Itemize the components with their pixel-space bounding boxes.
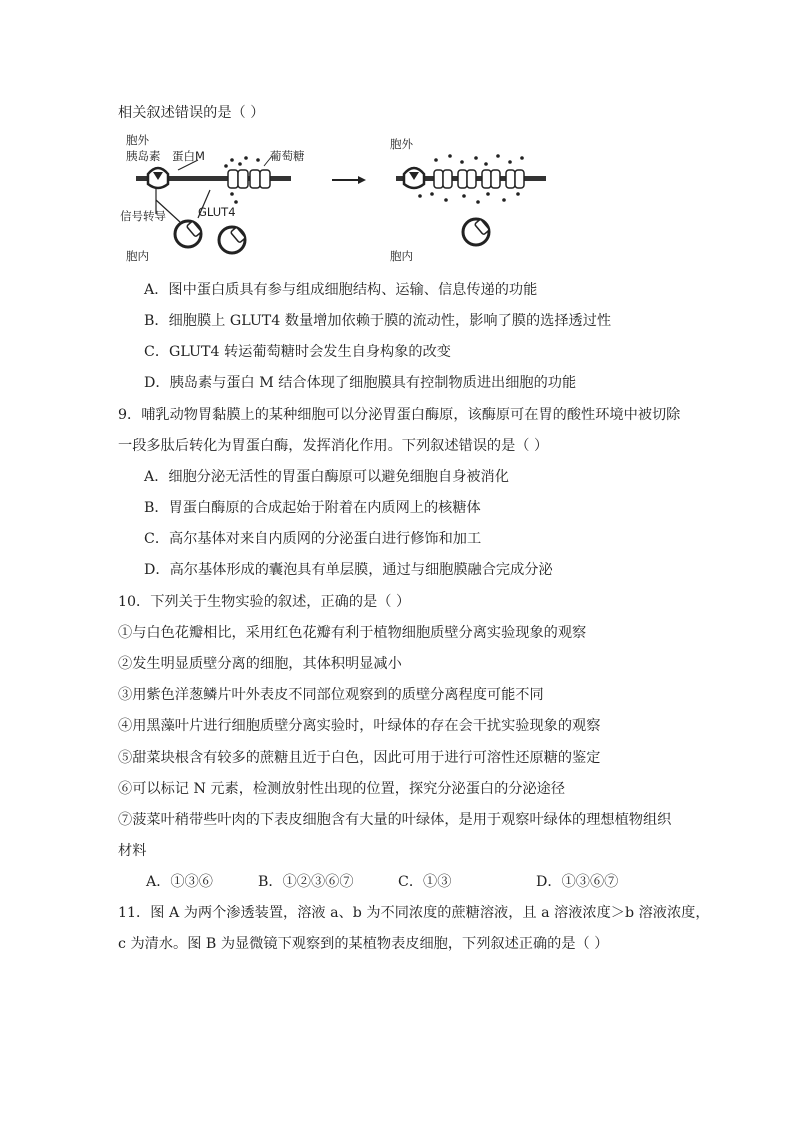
vesicle-glut4 — [186, 221, 201, 237]
q9-stem-line1: 9．哺乳动物胃黏膜上的某种细胞可以分泌胃蛋白酶原，该酶原可在胃的酸性环境中被切除 — [118, 407, 681, 423]
label-left-outside: 胞外 — [126, 133, 149, 147]
q10-item-7-cont: 材料 — [118, 843, 147, 859]
glut4-diagram — [120, 130, 580, 270]
q10-item-1: ①与白色花瓣相比，采用红色花瓣有利于植物细胞质壁分离实验现象的观察 — [118, 625, 587, 641]
glut4-channel — [228, 170, 238, 188]
q10-choice-a: A．①③⑥ — [146, 874, 213, 890]
q11-stem-line1: 11．图 A 为两个渗透装置，溶液 a、b 为不同浓度的蔗糖溶液，且 a 溶液浓度＞b 溶液浓度， — [118, 905, 710, 921]
q9-option-c: C．高尔基体对来自内质网的分泌蛋白进行修饰和加工 — [144, 531, 482, 547]
q8-option-a: A．图中蛋白质具有参与组成细胞结构、运输、信息传递的功能 — [144, 282, 538, 298]
q8-option-c: C．GLUT4 转运葡萄糖时会发生自身构象的改变 — [144, 344, 451, 360]
q9-option-d: D．高尔基体形成的囊泡具有单层膜，通过与细胞膜融合完成分泌 — [144, 562, 553, 578]
q10-item-3: ③用紫色洋葱鳞片叶外表皮不同部位观察到的质壁分离程度可能不同 — [118, 687, 544, 703]
q8-option-d: D．胰岛素与蛋白 M 结合体现了细胞膜具有控制物质进出细胞的功能 — [144, 375, 577, 391]
q9-option-b: B．胃蛋白酶原的合成起始于附着在内质网上的核糖体 — [144, 500, 481, 516]
q10-item-6: ⑥可以标记 N 元素，检测放射性出现的位置，探究分泌蛋白的分泌途径 — [118, 781, 566, 797]
glut4-channel — [250, 170, 260, 188]
q10-item-2: ②发生明显质壁分离的细胞，其体积明显减小 — [118, 656, 402, 672]
q10-item-4: ④用黑藻叶片进行细胞质壁分离实验时，叶绿体的存在会干扰实验现象的观察 — [118, 718, 601, 734]
q8-stem-tail: 相关叙述错误的是（ ） — [118, 105, 265, 121]
transition-arrowhead — [358, 176, 366, 184]
q10-choice-d: D．①③⑥⑦ — [536, 874, 619, 890]
vesicle-glut4-right — [474, 219, 489, 235]
q10-stem: 10．下列关于生物实验的叙述，正确的是（ ） — [118, 594, 411, 610]
q10-choice-b: B．①②③⑥⑦ — [258, 874, 354, 890]
label-glut4: GLUT4 — [198, 205, 236, 219]
q9-stem-line2: 一段多肽后转化为胃蛋白酶，发挥消化作用。下列叙述错误的是（ ） — [118, 438, 549, 454]
glut4-channel — [238, 170, 248, 188]
label-glucose: 葡萄糖 — [270, 149, 305, 163]
q11-stem-line2: c 为清水。图 B 为显微镜下观察到的某植物表皮细胞，下列叙述正确的是（ ） — [118, 936, 609, 952]
label-left-inside: 胞内 — [126, 249, 149, 263]
q9-option-a: A．细胞分泌无活性的胃蛋白酶原可以避免细胞自身被消化 — [144, 469, 509, 485]
label-signal: 信号转导 — [120, 209, 166, 223]
label-protein-m: 蛋白M — [172, 149, 205, 163]
vesicle-glut4 — [230, 227, 245, 243]
label-right-inside: 胞内 — [390, 249, 413, 263]
q8-option-b: B．细胞膜上 GLUT4 数量增加依赖于膜的流动性，影响了膜的选择透过性 — [144, 313, 612, 329]
label-right-outside: 胞外 — [390, 137, 413, 151]
q10-item-7: ⑦菠菜叶稍带些叶肉的下表皮细胞含有大量的叶绿体，是用于观察叶绿体的理想植物组织 — [118, 812, 672, 828]
q10-choice-c: C．①③ — [398, 874, 452, 890]
q10-item-5: ⑤甜菜块根含有较多的蔗糖且近于白色，因此可用于进行可溶性还原糖的鉴定 — [118, 750, 601, 766]
glut4-channel — [260, 170, 270, 188]
label-insulin: 胰岛素 — [126, 149, 161, 163]
